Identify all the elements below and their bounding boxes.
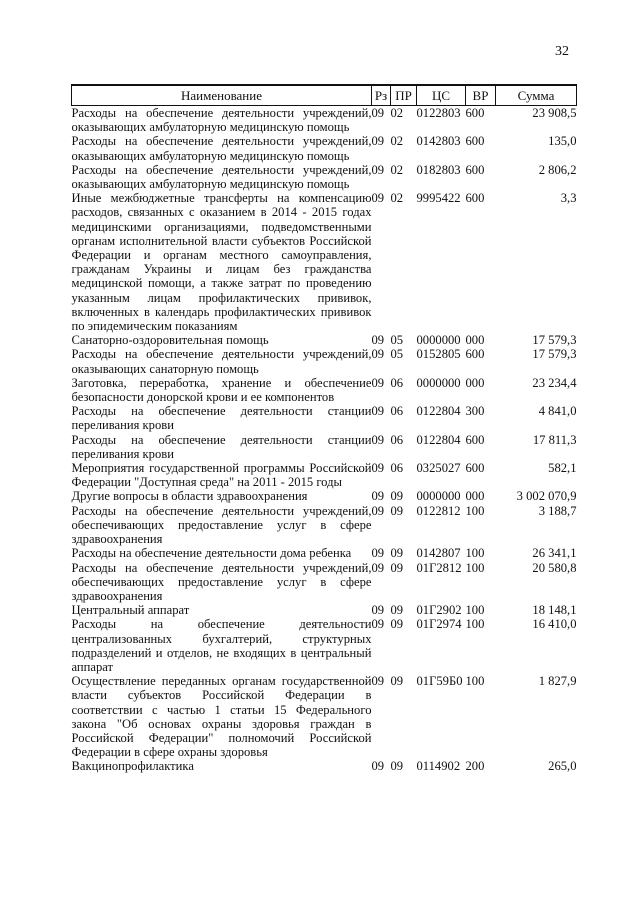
cell-sum: 20 580,8 xyxy=(532,560,577,575)
cell-sum: 3,3 xyxy=(560,191,577,206)
table-row xyxy=(72,504,577,547)
table-row xyxy=(72,759,577,773)
cell-rz: 09 xyxy=(371,432,385,447)
cell-rz: 09 xyxy=(371,461,385,476)
cell-rz: 09 xyxy=(371,759,385,774)
cell-pr: 06 xyxy=(390,375,404,390)
cell-sum: 23 908,5 xyxy=(532,106,577,120)
cell-sum: 582,1 xyxy=(548,461,577,476)
cell-rz: 09 xyxy=(371,617,385,632)
header-sum: Сумма xyxy=(496,85,577,106)
cell-rz: 09 xyxy=(371,674,385,689)
cell-cs: 0122804 xyxy=(416,432,461,447)
table-row xyxy=(72,617,577,674)
table-row xyxy=(72,546,577,560)
cell-cs: 0142803 xyxy=(416,134,461,149)
table-row xyxy=(72,106,577,135)
cell-cs: 0122812 xyxy=(416,503,461,518)
cell-name: Санаторно-оздоровительная помощь xyxy=(71,333,269,348)
cell-sum: 1 827,9 xyxy=(538,674,577,689)
cell-rz: 09 xyxy=(371,333,385,348)
cell-sum: 17 579,3 xyxy=(532,333,577,348)
cell-sum: 26 341,1 xyxy=(532,546,577,561)
cell-name: Расходы на обеспечение деятельности учреждений, оказывающих амбулаторную медицинскую помощь xyxy=(71,134,372,163)
cell-pr: 09 xyxy=(390,674,404,689)
table-row xyxy=(72,163,577,191)
cell-sum: 4 841,0 xyxy=(538,404,577,419)
cell-vr: 000 xyxy=(465,333,485,348)
cell-pr: 02 xyxy=(390,162,404,177)
cell-vr: 600 xyxy=(465,347,485,362)
cell-rz: 09 xyxy=(371,603,385,618)
cell-name: Центральный аппарат xyxy=(71,603,190,618)
cell-pr: 05 xyxy=(390,333,404,348)
cell-cs: 9995422 xyxy=(416,191,461,206)
cell-vr: 100 xyxy=(465,617,485,632)
cell-pr: 09 xyxy=(390,617,404,632)
cell-name: Расходы на обеспечение деятельности учреждений, оказывающих санаторную помощь xyxy=(71,347,372,376)
cell-cs: 0122804 xyxy=(416,404,461,419)
cell-name: Расходы на обеспечение деятельности учреждений, оказывающих амбулаторную медицинскую помощь xyxy=(71,162,372,192)
cell-pr: 09 xyxy=(390,489,404,504)
cell-sum: 135,0 xyxy=(548,134,577,149)
cell-vr: 600 xyxy=(465,106,485,120)
cell-sum: 23 234,4 xyxy=(532,375,577,390)
cell-name: Вакцинопрофилактика xyxy=(71,759,194,774)
cell-pr: 02 xyxy=(390,134,404,149)
cell-sum: 16 410,0 xyxy=(532,617,577,632)
cell-vr: 100 xyxy=(465,560,485,575)
page-number: 32 xyxy=(555,44,569,59)
cell-cs: 0000000 xyxy=(416,333,461,348)
table-row xyxy=(72,191,577,333)
cell-sum: 17 579,3 xyxy=(532,347,577,362)
cell-name: Заготовка, переработка, хранение и обеспечение безопасности донорской крови и ее компонентов xyxy=(71,375,372,405)
cell-vr: 600 xyxy=(465,134,485,149)
cell-sum: 265,0 xyxy=(548,759,577,774)
cell-cs: 0325027 xyxy=(416,461,461,476)
cell-name: Расходы на обеспечение деятельности централизованных бухгалтерий, структурных подразделений и отделов, не входящих в центральный аппарат xyxy=(71,617,372,674)
cell-vr: 600 xyxy=(465,432,485,447)
cell-name: Мероприятия государственной программы Российской Федерации "Доступная среда" на 2011 - 2015 годы xyxy=(71,461,372,490)
table-row xyxy=(72,134,577,162)
table-body xyxy=(72,106,577,774)
table-row xyxy=(72,347,577,375)
cell-rz: 09 xyxy=(371,375,385,390)
cell-pr: 02 xyxy=(390,106,404,120)
cell-cs: 0182803 xyxy=(416,162,461,177)
header-rz: Рз xyxy=(372,85,391,106)
cell-vr: 000 xyxy=(465,489,485,504)
cell-sum: 17 811,3 xyxy=(532,432,577,447)
header-cs: ЦС xyxy=(417,85,466,106)
cell-sum: 3 002 070,9 xyxy=(516,489,577,504)
table-row xyxy=(72,461,577,489)
cell-sum: 18 148,1 xyxy=(532,603,577,618)
cell-name: Расходы на обеспечение деятельности учреждений, обеспечивающих предоставление услуг в сфере здравоохранения xyxy=(71,560,372,603)
cell-pr: 09 xyxy=(390,546,404,561)
cell-name: Расходы на обеспечение деятельности дома ребенка xyxy=(71,546,352,561)
cell-vr: 000 xyxy=(465,375,485,390)
cell-pr: 06 xyxy=(390,432,404,447)
table-row xyxy=(72,376,577,404)
cell-cs: 01Г2974 xyxy=(416,617,462,632)
cell-pr: 09 xyxy=(390,603,404,618)
cell-name: Расходы на обеспечение деятельности учреждений, оказывающих амбулаторную медицинскую помощь xyxy=(71,106,372,135)
cell-rz: 09 xyxy=(371,191,385,206)
cell-cs: 0114902 xyxy=(416,759,461,774)
cell-vr: 200 xyxy=(465,759,485,774)
table-row xyxy=(72,433,577,461)
table-row xyxy=(72,561,577,604)
header-vr: ВР xyxy=(466,85,496,106)
cell-cs: 01Г2812 xyxy=(416,560,462,575)
cell-pr: 09 xyxy=(390,503,404,518)
cell-pr: 02 xyxy=(390,191,404,206)
cell-rz: 09 xyxy=(371,489,385,504)
cell-rz: 09 xyxy=(371,503,385,518)
cell-cs: 01Г59Б0 xyxy=(416,674,463,689)
cell-rz: 09 xyxy=(371,134,385,149)
cell-pr: 06 xyxy=(390,404,404,419)
table-header xyxy=(72,85,577,106)
cell-vr: 100 xyxy=(465,546,485,561)
cell-rz: 09 xyxy=(371,162,385,177)
cell-vr: 600 xyxy=(465,461,485,476)
cell-cs: 0122803 xyxy=(416,106,461,120)
cell-vr: 600 xyxy=(465,162,485,177)
cell-rz: 09 xyxy=(371,404,385,419)
cell-cs: 0142807 xyxy=(416,546,461,561)
cell-cs: 0000000 xyxy=(416,489,461,504)
cell-cs: 01Г2902 xyxy=(416,603,462,618)
header-pr: ПР xyxy=(391,85,417,106)
cell-name: Расходы на обеспечение деятельности станции переливания крови xyxy=(71,432,372,461)
table-row xyxy=(72,603,577,617)
cell-name: Расходы на обеспечение деятельности станции переливания крови xyxy=(71,404,372,433)
cell-vr: 100 xyxy=(465,503,485,518)
table-row xyxy=(72,333,577,347)
cell-rz: 09 xyxy=(371,106,385,120)
cell-name: Осуществление переданных органам государственной власти субъектов Российской Федерации в соответствии с частью 1 статьи 15 Федерального закона "Об основах охраны здоровья граждан в Российской Федерации" полномочий Российской Федерации в сфере охраны здоровья xyxy=(71,674,372,760)
header-name: Наименование xyxy=(72,85,372,106)
cell-vr: 300 xyxy=(465,404,485,419)
cell-vr: 600 xyxy=(465,191,485,206)
cell-rz: 09 xyxy=(371,546,385,561)
table-row xyxy=(72,489,577,503)
cell-vr: 100 xyxy=(465,603,485,618)
cell-pr: 05 xyxy=(390,347,404,362)
cell-name: Иные межбюджетные трансферты на компенсацию расходов, связанных с оказанием в 2014 - 2015 годах медицинскими организациями, подведомственными органам исполнительной власти субъектов Российской Федерации и органам местного самоуправления, гражданам Украины и лицам без гражданства медицинской помощи, а также затрат по проведению указанным лицам профилактических прививок, включенных в календарь профилактических прививок по эпидемическим показаниям xyxy=(71,191,372,334)
cell-pr: 09 xyxy=(390,560,404,575)
budget-table xyxy=(71,84,577,774)
cell-pr: 06 xyxy=(390,461,404,476)
table-row xyxy=(72,674,577,759)
cell-sum: 3 188,7 xyxy=(538,503,577,518)
cell-cs: 0152805 xyxy=(416,347,461,362)
cell-vr: 100 xyxy=(465,674,485,689)
cell-name: Расходы на обеспечение деятельности учреждений, обеспечивающих предоставление услуг в сфере здравоохранения xyxy=(71,503,372,547)
cell-rz: 09 xyxy=(371,347,385,362)
cell-rz: 09 xyxy=(371,560,385,575)
table-row xyxy=(72,404,577,432)
cell-sum: 2 806,2 xyxy=(538,162,577,177)
cell-name: Другие вопросы в области здравоохранения xyxy=(71,489,308,504)
cell-pr: 09 xyxy=(390,759,404,774)
cell-cs: 0000000 xyxy=(416,375,461,390)
